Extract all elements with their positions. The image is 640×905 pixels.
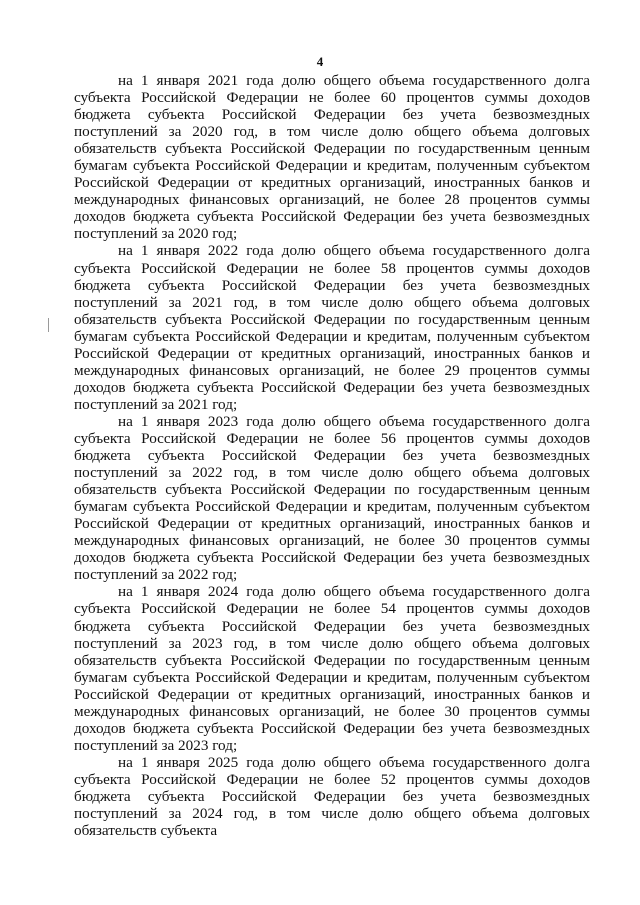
page-number: 4 <box>316 54 324 69</box>
document-body <box>74 72 590 839</box>
paragraph-2022: на 1 января 2022 года долю общего объема государственного долга субъекта Российской Федерации не более 58 процентов суммы доходов бюджета субъекта Российской Федерации без учета безвозмездных поступлений за 2021 год, в том числе долю общего объема долговых обязательств субъекта Российской Федерации по государственным ценным бумагам субъекта Российской Федерации и кредитам, полученным субъектом Российской Федерации от кредитных организаций, иностранных банков и международных финансовых организаций, не более 29 процентов суммы доходов бюджета субъекта Российской Федерации без учета безвозмездных поступлений за 2021 год; <box>74 242 590 413</box>
paragraph-2023: на 1 января 2023 года долю общего объема государственного долга субъекта Российской Федерации не более 56 процентов суммы доходов бюджета субъекта Российской Федерации без учета безвозмездных поступлений за 2022 год, в том числе долю общего объема долговых обязательств субъекта Российской Федерации по государственным ценным бумагам субъекта Российской Федерации и кредитам, полученным субъектом Российской Федерации от кредитных организаций, иностранных банков и международных финансовых организаций, не более 30 процентов суммы доходов бюджета субъекта Российской Федерации без учета безвозмездных поступлений за 2022 год; <box>74 412 590 584</box>
paragraph-2025: на 1 января 2025 года долю общего объема государственного долга субъекта Российской Федерации не более 52 процентов суммы доходов бюджета субъекта Российской Федерации без учета безвозмездных поступлений за 2024 год, в том числе долю общего объема долговых обязательств субъекта <box>74 753 590 840</box>
paragraph-2024: на 1 января 2024 года долю общего объема государственного долга субъекта Российской Федерации не более 54 процентов суммы доходов бюджета субъекта Российской Федерации без учета безвозмездных поступлений за 2023 год, в том числе долю общего объема долговых обязательств субъекта Российской Федерации по государственным ценным бумагам субъекта Российской Федерации и кредитам, полученным субъектом Российской Федерации от кредитных организаций, иностранных банков и международных финансовых организаций, не более 30 процентов суммы доходов бюджета субъекта Российской Федерации без учета безвозмездных поступлений за 2023 год; <box>74 583 590 754</box>
paragraph-2021: на 1 января 2021 года долю общего объема государственного долга субъекта Российской Федерации не более 60 процентов суммы доходов бюджета субъекта Российской Федерации без учета безвозмездных поступлений за 2020 год, в том числе долю общего объема долговых обязательств субъекта Российской Федерации по государственным ценным бумагам субъекта Российской Федерации и кредитам, полученным субъектом Российской Федерации от кредитных организаций, иностранных банков и международных финансовых организаций, не более 28 процентов суммы доходов бюджета субъекта Российской Федерации без учета безвозмездных поступлений за 2020 год; <box>74 72 590 243</box>
margin-mark <box>48 318 49 332</box>
